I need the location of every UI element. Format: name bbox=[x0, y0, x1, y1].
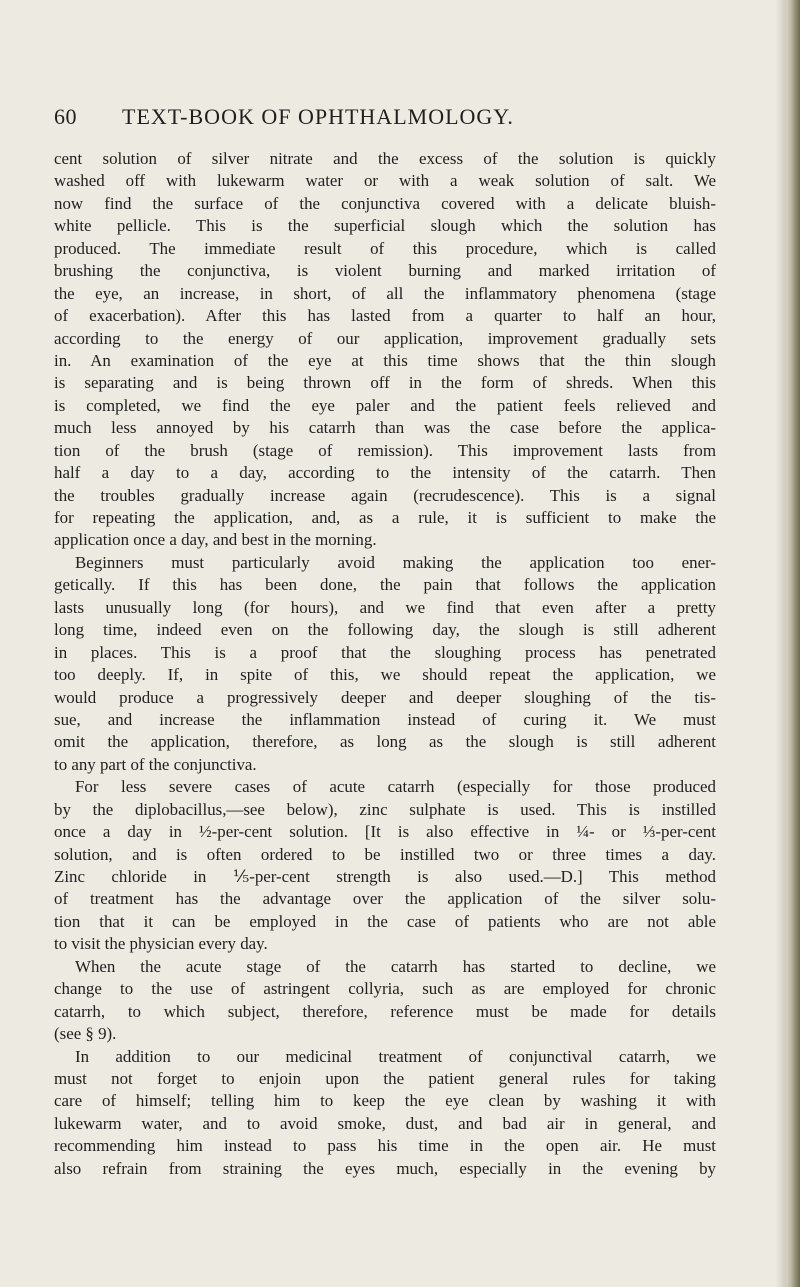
text-line: the troubles gradually increase again (recrudescence). This is a signal bbox=[54, 485, 716, 505]
text-line: (see § 9). bbox=[54, 1024, 117, 1044]
text-line: getically. If this has been done, the pain that follows the application bbox=[54, 575, 716, 595]
text-line: When the acute stage of the catarrh has started to decline, we bbox=[75, 956, 716, 976]
text-line: care of himself; telling him to keep the eye clean by washing it with bbox=[54, 1091, 716, 1111]
text-line: long time, indeed even on the following day, the slough is still adherent bbox=[54, 620, 716, 640]
text-line: too deeply. If, in spite of this, we should repeat the application, we bbox=[54, 665, 716, 685]
text-line: catarrh, to which subject, therefore, reference must be made for details bbox=[54, 1001, 716, 1021]
text-line: lasts unusually long (for hours), and we find that even after a pretty bbox=[54, 597, 716, 617]
text-line: is separating and is being thrown off in the form of shreds. When this bbox=[54, 373, 716, 393]
text-line: tion of the brush (stage of remission). This improvement lasts from bbox=[54, 440, 716, 460]
text-line: For less severe cases of acute catarrh (especially for those produced bbox=[75, 777, 716, 797]
text-line: application once a day, and best in the morning. bbox=[54, 530, 377, 550]
text-line: omit the application, therefore, as long as the slough is still adherent bbox=[54, 732, 716, 752]
text-line: tion that it can be employed in the case of patients who are not able bbox=[54, 911, 716, 931]
text-line: would produce a progressively deeper and deeper sloughing of the tis- bbox=[54, 687, 716, 707]
text-line: brushing the conjunctiva, is violent burning and marked irritation of bbox=[54, 261, 716, 281]
text-line: produced. The immediate result of this procedure, which is called bbox=[54, 238, 716, 258]
text-line: now find the surface of the conjunctiva covered with a delicate bluish- bbox=[54, 193, 716, 213]
page-header bbox=[54, 104, 716, 134]
text-line: cent solution of silver nitrate and the excess of the solution is quickly bbox=[54, 149, 716, 168]
text-line: in places. This is a proof that the sloughing process has penetrated bbox=[54, 642, 716, 662]
text-line: also refrain from straining the eyes much, especially in the evening by bbox=[54, 1158, 716, 1178]
text-line: by the diplobacillus,—see below), zinc sulphate is used. This is instilled bbox=[54, 799, 716, 819]
text-line: once a day in ½-per-cent solution. [It is also effective in ¼- or ⅓-per-cent bbox=[54, 822, 716, 842]
text-line: of treatment has the advantage over the application of the silver solu- bbox=[54, 889, 716, 909]
text-line: to any part of the conjunctiva. bbox=[54, 754, 257, 774]
text-line: must not forget to enjoin upon the patient general rules for taking bbox=[54, 1068, 716, 1088]
body-text bbox=[54, 148, 716, 1180]
text-line: In addition to our medicinal treatment of conjunctival catarrh, we bbox=[75, 1046, 716, 1066]
text-line: Beginners must particularly avoid making the application too ener- bbox=[75, 552, 716, 572]
text-line: much less annoyed by his catarrh than was the case before the applica- bbox=[54, 418, 716, 438]
text-line: change to the use of astringent collyria, such as are employed for chronic bbox=[54, 979, 716, 999]
text-line: washed off with lukewarm water or with a weak solution of salt. We bbox=[54, 171, 716, 191]
text-line: solution, and is often ordered to be instilled two or three times a day. bbox=[54, 844, 716, 864]
text-line: of exacerbation). After this has lasted from a quarter to half an hour, bbox=[54, 306, 716, 326]
text-line: sue, and increase the inflammation instead of curing it. We must bbox=[54, 709, 716, 729]
text-line: is completed, we find the eye paler and the patient feels relieved and bbox=[54, 395, 716, 415]
text-line: recommending him instead to pass his time in the open air. He must bbox=[54, 1136, 716, 1156]
text-line: in. An examination of the eye at this time shows that the thin slough bbox=[54, 350, 716, 370]
page-edge bbox=[786, 0, 800, 1287]
page-number: 60 bbox=[54, 104, 77, 129]
running-title: TEXT-BOOK OF OPHTHALMOLOGY. bbox=[122, 104, 514, 129]
text-line: to visit the physician every day. bbox=[54, 934, 268, 954]
text-line: half a day to a day, according to the intensity of the catarrh. Then bbox=[54, 463, 716, 483]
text-line: lukewarm water, and to avoid smoke, dust, and bad air in general, and bbox=[54, 1113, 716, 1133]
text-line: according to the energy of our application, improvement gradually sets bbox=[54, 328, 716, 348]
text-line: for repeating the application, and, as a rule, it is sufficient to make the bbox=[54, 508, 716, 527]
text-line: the eye, an increase, in short, of all the inflammatory phenomena (stage bbox=[54, 283, 716, 303]
text-line: Zinc chloride in ⅕-per-cent strength is also used.—D.] This method bbox=[54, 867, 716, 886]
text-line: white pellicle. This is the superficial slough which the solution has bbox=[54, 216, 716, 236]
